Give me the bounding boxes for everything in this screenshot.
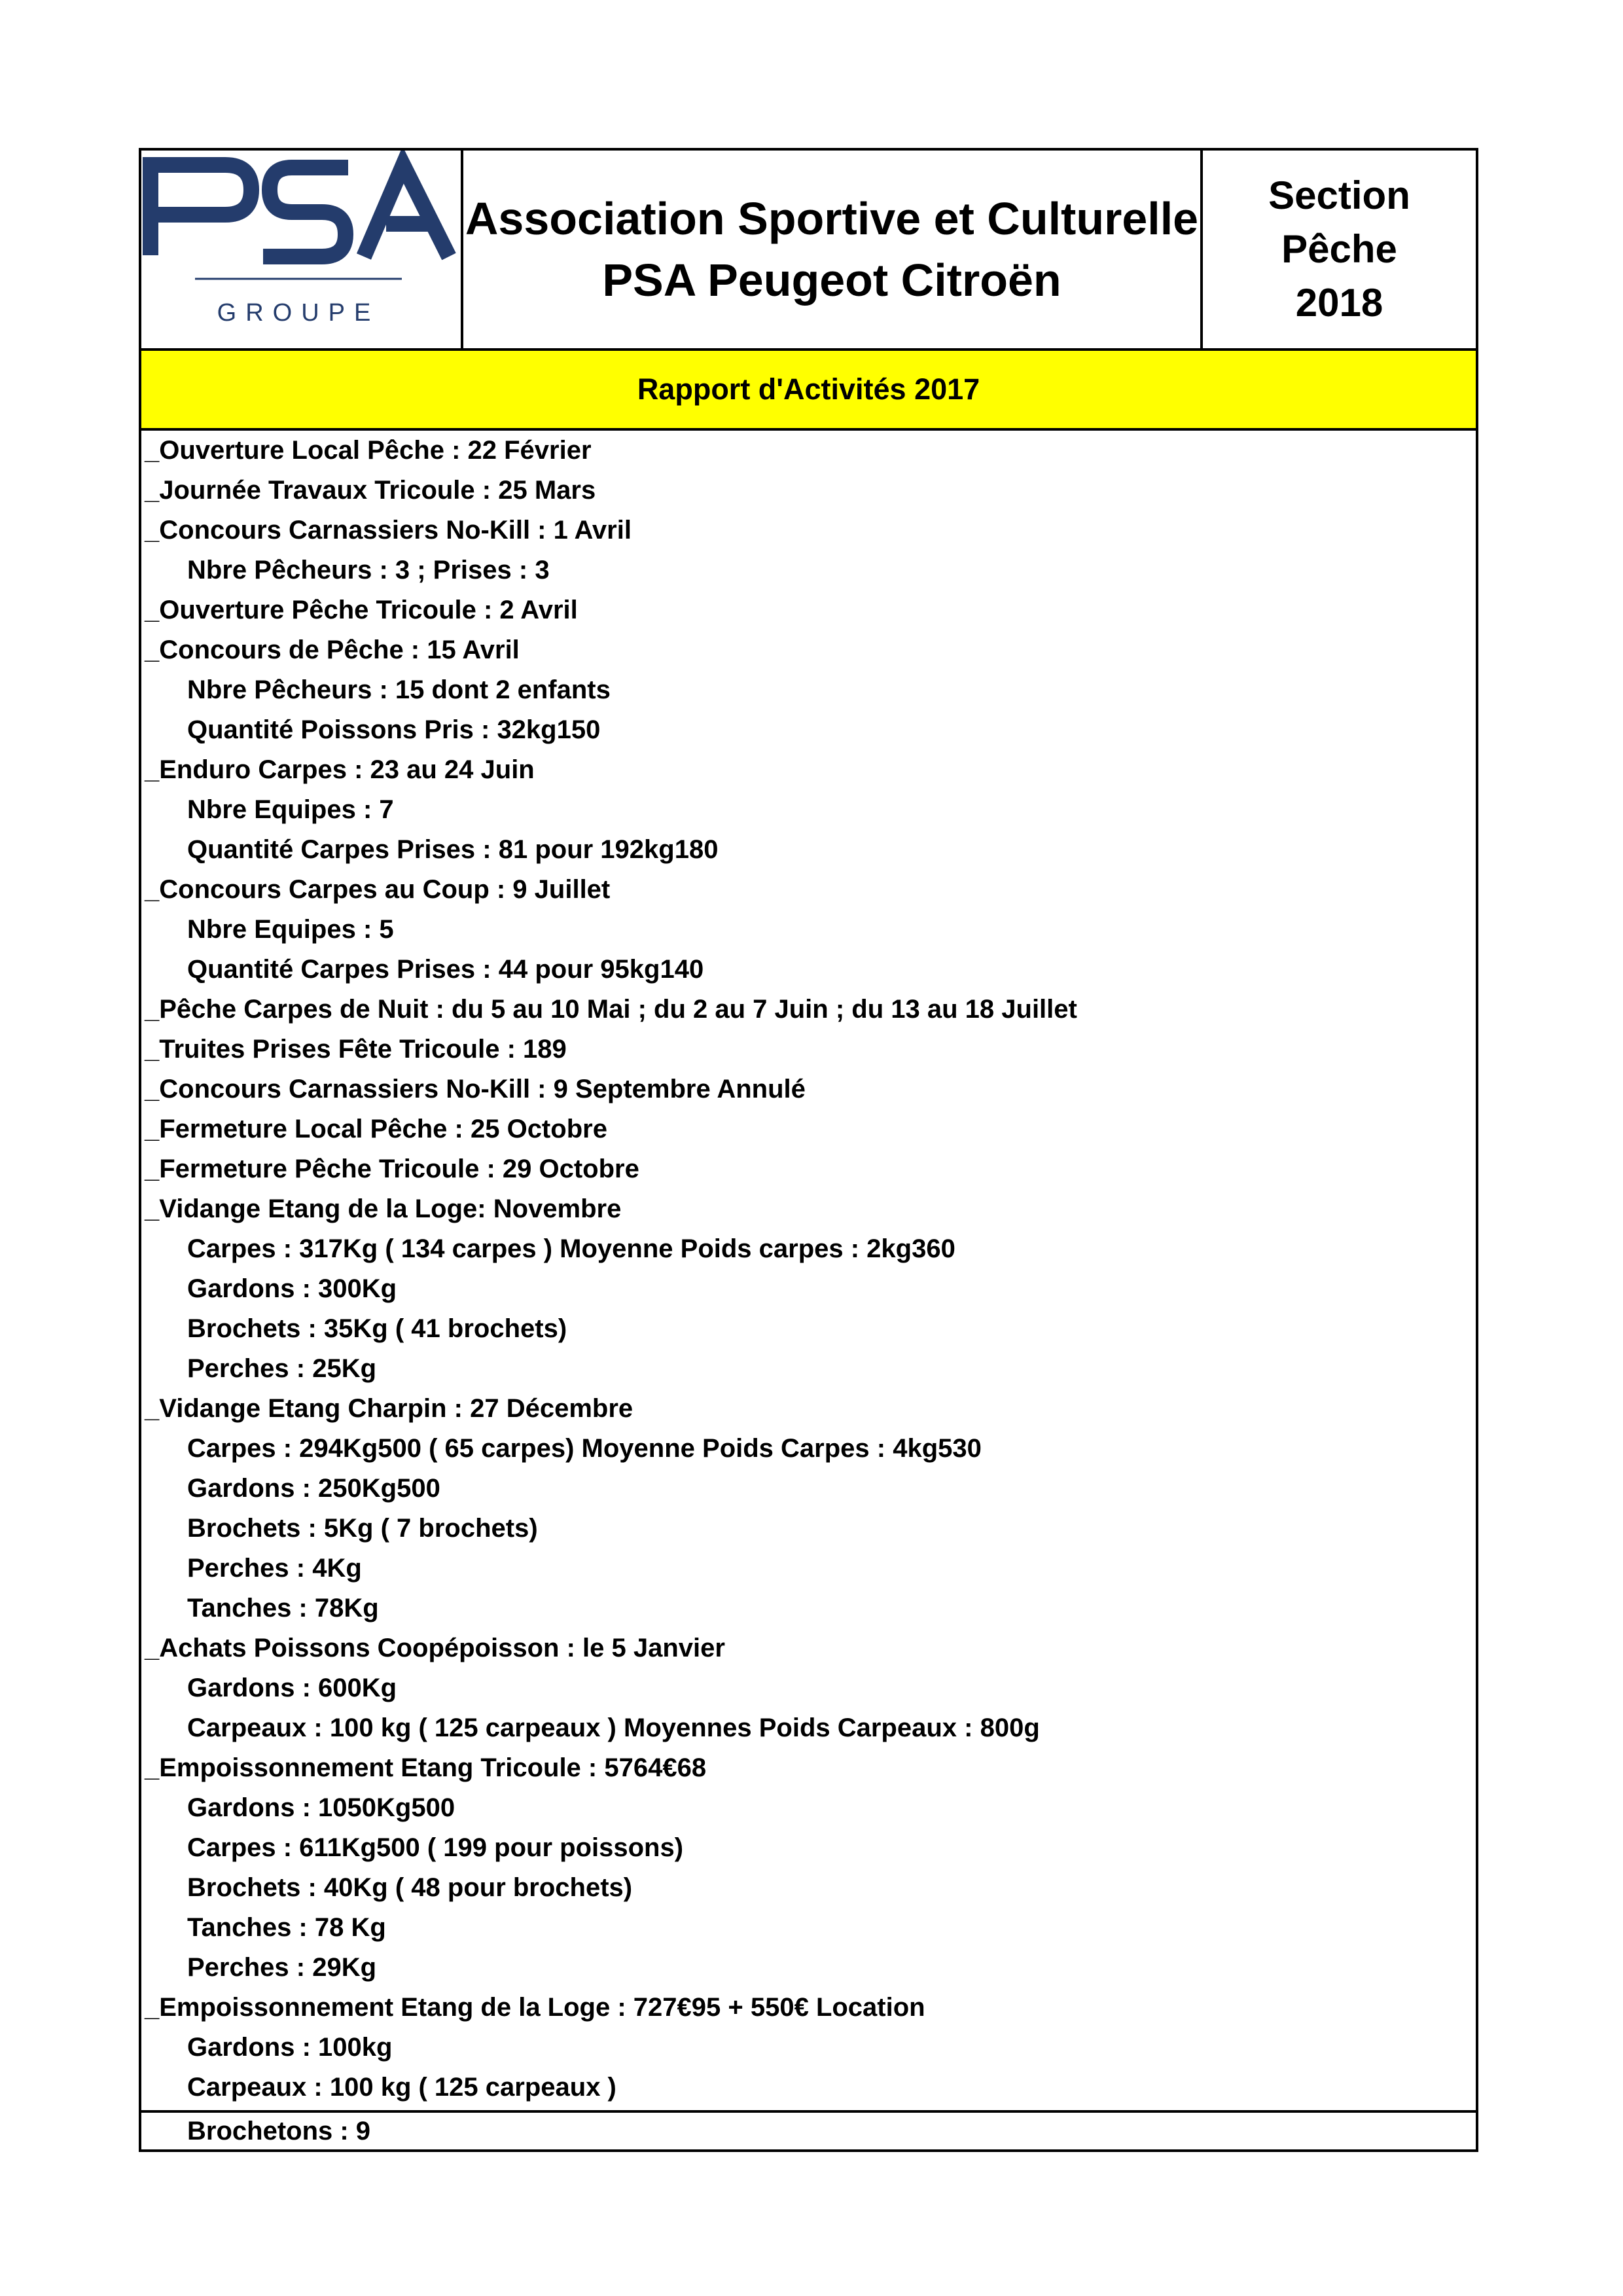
activity-item: _Fermeture Pêche Tricoule : 29 Octobre	[145, 1155, 639, 1183]
activity-item: _Empoissonnement Etang de la Loge : 727€95 + 550€ Location	[145, 1993, 925, 2022]
activity-detail: Nbre Pêcheurs : 15 dont 2 enfants	[187, 675, 611, 704]
psa-letters	[151, 165, 449, 257]
section-label: Section	[1268, 173, 1410, 217]
activity-item: _Truites Prises Fête Tricoule : 189	[145, 1035, 567, 1064]
activity-item: _Achats Poissons Coopépoisson : le 5 Janvier	[145, 1634, 725, 1662]
activity-item: _Concours de Pêche : 15 Avril	[145, 636, 520, 664]
activity-item: _Enduro Carpes : 23 au 24 Juin	[145, 755, 535, 784]
activity-detail: Brochets : 40Kg ( 48 pour brochets)	[187, 1873, 633, 1902]
title-cell	[463, 151, 1203, 348]
report-title: Rapport d'Activités 2017	[637, 372, 980, 406]
activity-detail: Tanches : 78 Kg	[187, 1913, 386, 1942]
activity-detail: Brochets : 5Kg ( 7 brochets)	[187, 1514, 538, 1543]
activity-detail: Gardons : 1050Kg500	[187, 1793, 455, 1822]
report-sheet	[139, 148, 1478, 2152]
activity-item: _Concours Carnassiers No-Kill : 1 Avril	[145, 516, 632, 545]
activity-detail: Gardons : 300Kg	[187, 1274, 397, 1303]
activity-detail: Gardons : 250Kg500	[187, 1474, 440, 1503]
activity-detail: Nbre Equipes : 7	[187, 795, 394, 824]
report-banner	[141, 351, 1476, 431]
activity-detail: Perches : 29Kg	[187, 1953, 377, 1982]
last-activity-row: Brochetons : 9	[141, 2110, 1476, 2149]
activity-detail: Brochets : 35Kg ( 41 brochets)	[187, 1314, 567, 1343]
logo-cell	[141, 151, 463, 348]
section-year: 2018	[1295, 281, 1383, 325]
psa-groupe-logo	[141, 151, 458, 348]
activity-item: _Ouverture Local Pêche : 22 Février	[145, 436, 592, 465]
activity-detail: Tanches : 78Kg	[187, 1594, 379, 1623]
association-title-line1: Association Sportive et Culturelle	[465, 193, 1199, 244]
activity-detail: Carpeaux : 100 kg ( 125 carpeaux )	[187, 2073, 616, 2102]
activity-detail: Carpes : 294Kg500 ( 65 carpes) Moyenne Poids Carpes : 4kg530	[187, 1434, 982, 1463]
activity-detail: Nbre Equipes : 5	[187, 915, 394, 944]
activity-detail: Gardons : 600Kg	[187, 1674, 397, 1702]
activity-detail: Carpes : 317Kg ( 134 carpes ) Moyenne Poids carpes : 2kg360	[187, 1234, 955, 1263]
activity-detail: Carpes : 611Kg500 ( 199 pour poissons)	[187, 1833, 684, 1862]
activity-item: _Vidange Etang de la Loge: Novembre	[145, 1194, 622, 1223]
activity-item: _Concours Carpes au Coup : 9 Juillet	[145, 875, 611, 904]
activity-detail: Carpeaux : 100 kg ( 125 carpeaux ) Moyennes Poids Carpeaux : 800g	[187, 1713, 1040, 1742]
activity-detail: Gardons : 100kg	[187, 2033, 393, 2062]
activity-list	[141, 431, 1476, 2108]
logo-subtext: GROUPE	[217, 299, 380, 327]
activity-item: _Pêche Carpes de Nuit : du 5 au 10 Mai ; du 2 au 7 Juin ; du 13 au 18 Juillet	[145, 995, 1077, 1024]
section-name: Pêche	[1281, 227, 1397, 271]
activity-detail: Perches : 25Kg	[187, 1354, 377, 1383]
activity-item: _Concours Carnassiers No-Kill : 9 Septembre Annulé	[145, 1075, 806, 1103]
section-cell	[1203, 151, 1476, 348]
report-header	[141, 151, 1476, 351]
activity-item: _Journée Travaux Tricoule : 25 Mars	[145, 476, 596, 505]
activity-detail: Perches : 4Kg	[187, 1554, 362, 1583]
activity-item: _Fermeture Local Pêche : 25 Octobre	[145, 1115, 607, 1143]
association-title-line2: PSA Peugeot Citroën	[602, 255, 1061, 306]
activity-detail: Nbre Pêcheurs : 3 ; Prises : 3	[187, 556, 550, 584]
activity-item: _Vidange Etang Charpin : 27 Décembre	[145, 1394, 633, 1423]
activity-detail: Quantité Poissons Pris : 32kg150	[187, 715, 601, 744]
activity-detail: Quantité Carpes Prises : 81 pour 192kg180	[187, 835, 719, 864]
activity-item: _Empoissonnement Etang Tricoule : 5764€68	[145, 1753, 707, 1782]
activity-item: _Ouverture Pêche Tricoule : 2 Avril	[145, 596, 578, 624]
activity-detail: Quantité Carpes Prises : 44 pour 95kg140	[187, 955, 704, 984]
